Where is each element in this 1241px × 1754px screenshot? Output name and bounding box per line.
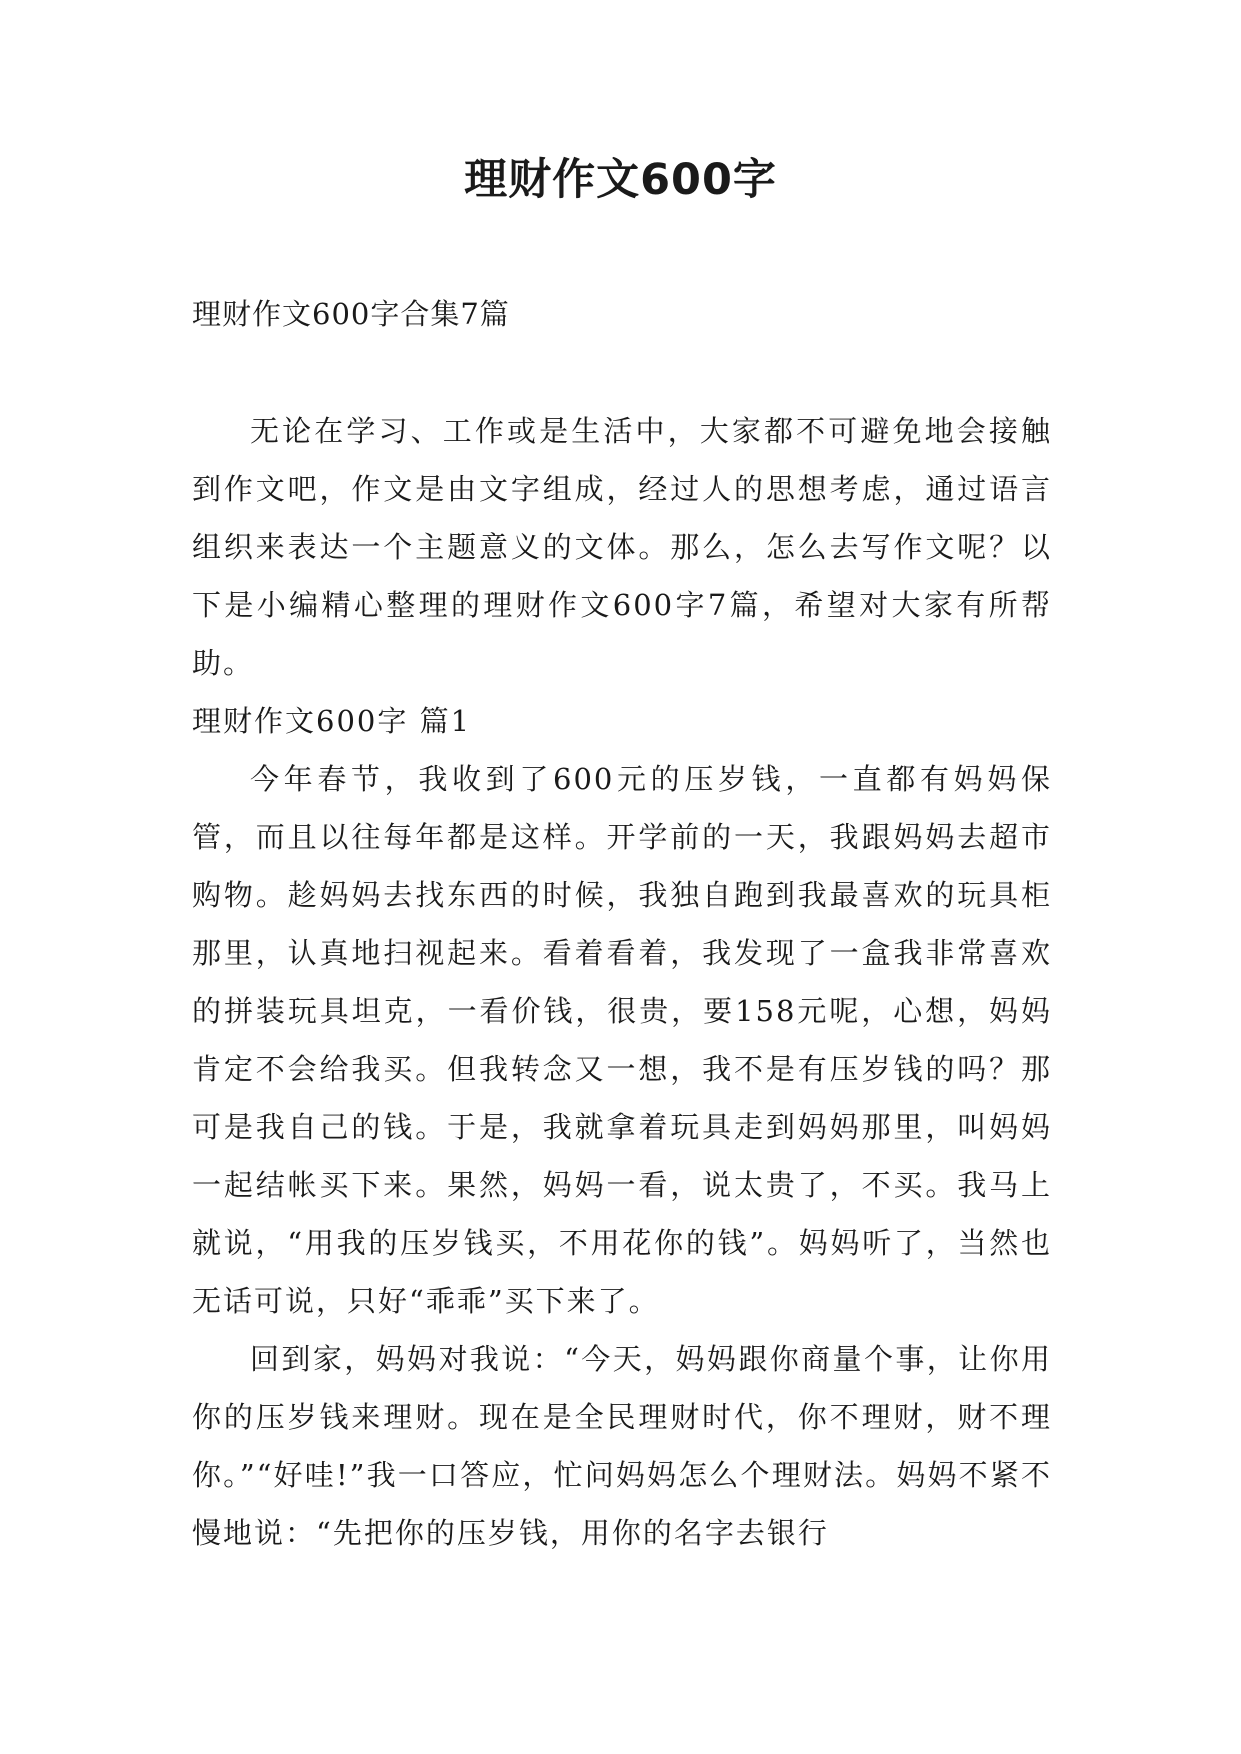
document-body <box>192 402 1052 1562</box>
section-heading: 理财作文600字 篇1 <box>192 704 472 738</box>
document-title: 理财作文600字 <box>464 155 777 205</box>
intro-paragraph: 无论在学习、工作或是生活中，大家都不可避免地会接触到作文吧，作文是由文字组成，经过人的思想考虑，通过语言组织来表达一个主题意义的文体。那么，怎么去写作文呢？以下是小编精心整理的理财作文600字7篇，希望对大家有所帮助。 <box>192 414 1052 680</box>
body-paragraph-1: 今年春节，我收到了600元的压岁钱，一直都有妈妈保管，而且以往每年都是这样。开学前的一天，我跟妈妈去超市购物。趁妈妈去找东西的时候，我独自跑到我最喜欢的玩具柜那里，认真地扫视起来。看着看着，我发现了一盒我非常喜欢的拼装玩具坦克，一看价钱，很贵，要158元呢，心想，妈妈肯定不会给我买。但我转念又一想，我不是有压岁钱的吗？那可是我自己的钱。于是，我就拿着玩具走到妈妈那里，叫妈妈一起结帐买下来。果然，妈妈一看，说太贵了，不买。我马上就说，“用我的压岁钱买，不用花你的钱”。妈妈听了，当然也无话可说，只好“乖乖”买下来了。 <box>192 762 1052 1318</box>
document-subtitle: 理财作文600字合集7篇 <box>192 297 510 331</box>
body-paragraph-2: 回到家，妈妈对我说：“今天，妈妈跟你商量个事，让你用你的压岁钱来理财。现在是全民理财时代，你不理财，财不理你。”“好哇!”我一口答应，忙问妈妈怎么个理财法。妈妈不紧不慢地说：“先把你的压岁钱，用你的名字去银行 <box>192 1342 1052 1550</box>
